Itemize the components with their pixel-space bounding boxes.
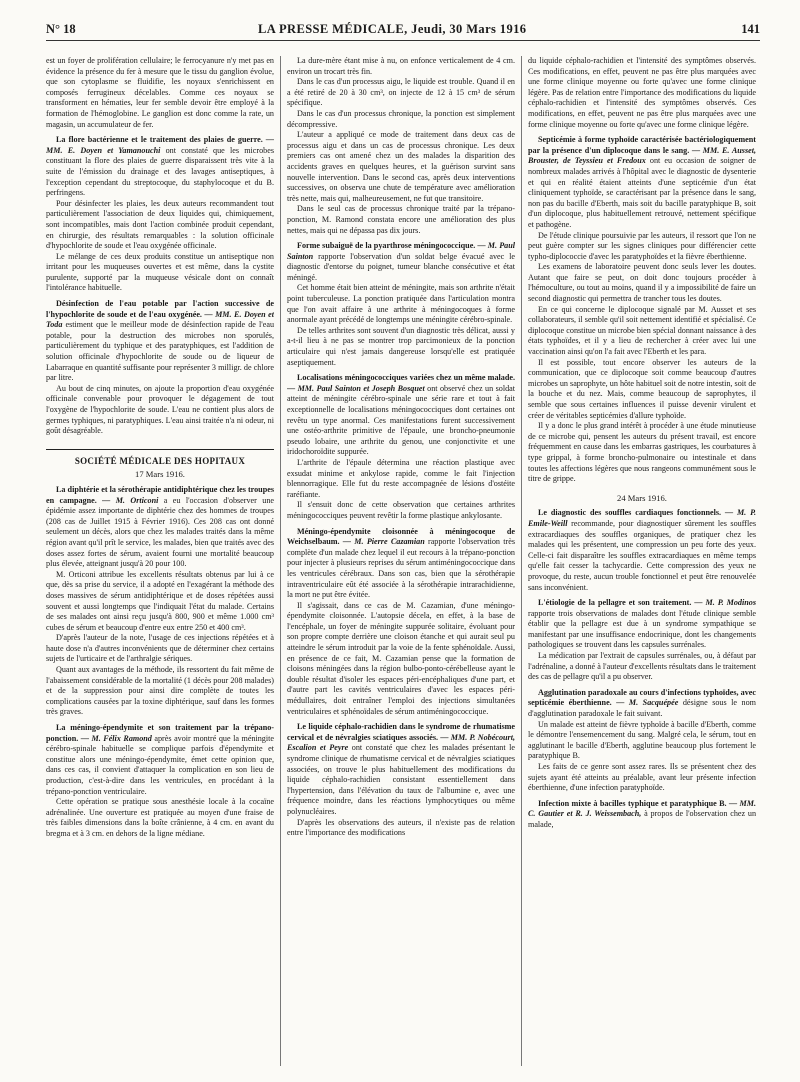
paragraph: De l'étude clinique poursuivie par les auteurs, il ressort que l'on ne peut guère compter sur les signes cliniques pour différencier cette typho-diplococcie d'avec les paratyphoïdes et la fièvre éberthienne. [528, 230, 756, 261]
article-authors: — M. Paul Sainton [287, 241, 515, 261]
paragraph: La médication par l'extrait de capsules surrénales, ou, à défaut par l'adrénaline, a donné à l'auteur d'excellents résultats dans le traitement des cas de pellagre qu'il a pu observer. [528, 651, 756, 682]
article-text: ont observé chez un soldat atteint de méningite cérébro-spinale une série rare et tout à fait exceptionnelle de localisations méningococciques dont certaines ont revêtu un type anormal. Ces manifestations furent successivement une ostéo-arthrite primitive de l'épaule, une broncho-pneumonie pseudo lobaire, une arthrite du genou, une conjonctivite et une iridochoroïdite suppurée. [287, 383, 515, 457]
article-authors: — MM. C. Gautier et R. J. Weissembach, [528, 798, 756, 819]
article-text: recommande, pour diagnostiquer sûrement les souffles extracardiaques des souffles organiques, de pratiquer chez les malades qui les présentent, une compression un peu forte des yeux. Celle-ci fait disparaître les souffles extracardiaques en même temps qu'elle fait cesser la tachycardie. Cette compression des yeux ne provoque, du reste, aucun trouble fonctionnel et peut être renouvelée sans inconvénient. [528, 518, 756, 592]
article-authors: — M. Orticoni [102, 495, 159, 505]
paragraph: Cette opération se pratique sous anesthésie locale à la cocaïne adrénalinée. Une ouverture est pratiquée au moyen d'une fraise de très faibles dimensions dans la boîte crânienne, à 4 cm. en avant du bregma et à 3 cm. en dehors de la ligne médiane. [46, 797, 274, 838]
article-title: Le liquide céphalo-rachidien dans le syndrome de rhumatisme cervical et de névralgies sciatiques associés. [287, 722, 515, 742]
session-date: 24 Mars 1916. [617, 492, 667, 503]
paragraph: La dure-mère étant mise à nu, on enfonce verticalement de 4 cm. environ un trocart très fin. [287, 56, 515, 76]
article-text: rapporte l'observation très complète d'un malade chez lequel il eut recours à la trépano-ponction pour injecter à plusieurs reprises du sérum antiméningococcique dans les ventricules cérébraux. Dans son cas, bien que la sérothérapie intraventriculaire eût été associée à la sérothérapie intrarachidienne, la mort ne put être évitée. [287, 537, 515, 600]
article-title: Méningo-épendymite cloisonnée à méningocoque de Weichselbaum. [287, 526, 515, 547]
article-authors: — M. P. Emile-Weill [528, 508, 756, 528]
article-text: a eu l'occasion d'observer une épidémie assez importante de diphtérie chez des hommes de troupes (208 cas de Juillet 1915 à Février 1916). Ces 208 cas ont donné seulement un décès, alors que chez les malades traités dans la même région avant qu'il prît le service, les malades, bien que traités avec des doses assez fortes de sérum, avaient fourni une mortalité beaucoup plus élevée, atteignant jusqu'à 20 pour 100. [46, 495, 274, 569]
article-text: après avoir montré que la méningite cérébro-spinale habituelle se complique parfois d'épendymite et constitue alors une méningo-épendymite, émet cette opinion que, dans ces cas, il convient d'attaquer la complication en son lieu de production, c'est-à-dire dans les ventricules, en procédant à la trépano-ponction ventriculaire. [46, 733, 274, 796]
article-flore-bacterienne [46, 135, 274, 199]
article-title: Localisations méningococciques variées chez un même malade. [297, 373, 515, 383]
column-rule-right [521, 56, 522, 1066]
article-title: Agglutination paradoxale au cours d'infections typhoïdes, avec septicémie éberthienne. [528, 687, 756, 708]
article-authors: — MM. P. Nobécourt, Escalion et Peyre [287, 732, 515, 753]
article-authors: — MM. E. Doyen et Yamanouchi [46, 135, 274, 155]
article-text: ont constaté que chez les malades présentant le syndrome clinique de rhumatisme cervical et de névralgies sciatiques associées, on trouve le plus habituellement des modifications du liquide céphalo-rachidien consistant essentiellement dans l'hypertension, dans l'élévation du taux de l'albumine e, avec une fréquence moindre, dans les réactions lymphocytiques ou même polynucléaires. [287, 743, 515, 816]
article-authors: — MM. Paul Sainton et Joseph Bosquet [287, 383, 425, 393]
session-date: 17 Mars 1916. [135, 469, 185, 480]
article-title: Forme subaiguë de la pyarthrose méningococcique. [297, 241, 476, 251]
paragraph: Dans le cas d'un processus aigu, le liquide est trouble. Quand il en a été retiré de 20 à 30 cm³, on injecte de 12 à 15 cm³ de sérum spécifique. [287, 77, 515, 108]
paragraph: De telles arthrites sont souvent d'un diagnostic très délicat, aussi y a-t-il lieu à ne pas se montrer trop parcimonieux de la ponction articulaire qui n'est jamais dangereuse lorsqu'elle est pratiquée aseptiquement. [287, 325, 515, 367]
article-souffles [528, 508, 756, 593]
article-title: Septicémie à forme typhoïde caractérisée bactériologiquement par la présence d'un diplocoque dans le sang. [528, 135, 756, 155]
paragraph: Dans le seul cas de processus chronique traité par la trépano-ponction, M. Ramond constata encore une amélioration des plus nettes, mais qui ne dépassa pas dix jours. [287, 204, 515, 235]
article-title: La méningo-épendymite et son traitement par la trépano-ponction. [46, 723, 274, 743]
article-pyarthrose [287, 241, 515, 283]
paragraph: L'arthrite de l'épaule détermina une réaction plastique avec exsudat minime et ankylose rapide, comme le fait l'injection blennorragique. Elle fut du reste accompagnée de lésions d'ostéite raréfiante. [287, 457, 515, 499]
article-authors: — M. Pierre Cazamian [342, 537, 425, 547]
article-text: à propos de l'observation chez un malade, [528, 809, 756, 829]
article-authors: — M. Sacquépée [616, 698, 679, 708]
paragraph: Il s'ensuit donc de cette observation que certaines arthrites méningococciques peuvent revêtir la forme plastique ankylosante. [287, 500, 515, 520]
article-authors: — MM. E. Ausset, Brouster, de Teyssieu et Fredoux [528, 145, 756, 166]
article-text: désigne sous le nom d'agglutination paradoxale le fait suivant. [528, 698, 756, 719]
paragraph: M. Orticoni attribue les excellents résultats obtenus par lui à ce que, dès sa prise du service, il a adopté en l'exagérant la méthode des doses massives de sérum antidiphtérique et de doses répétées aussi souvent et aussi longtemps que l'indiquait l'état du malade. Certains de ses malades ont ainsi reçu jusqu'à 800, 900 et même 1.000 cm³ cubes de sérum et beaucoup d'entre eux entre 250 et 400 cm³. [46, 569, 274, 632]
paragraph: L'auteur a appliqué ce mode de traitement dans deux cas de processus aigu et dans un cas de processus chronique. Les deux premiers cas ont amené chez un des malades la disparition des accidents graves en quelques heures, et la guérison survint sans nouvelle intervention. Dans le second cas, après deux interventions successives, on observa une chute de température avec amélioration très nette, mais qui, malheureusement, ne fut que transitoire. [287, 130, 515, 203]
column-1 [46, 56, 274, 1072]
paragraph: Au bout de cinq minutes, on ajoute la proportion d'eau oxygénée officinale convenable pour provoquer le dégagement de tout l'oxygène de l'hypochlorite de soude. L'eau ne contient plus alors de germes typhiques, ni paratyphiques. L'eau ainsi traitée n'a ni odeur, ni goût désagréable. [46, 383, 274, 436]
paragraph: En ce qui concerne le diplocoque signalé par M. Ausset et ses collaborateurs, il semble qu'il soit nettement identifié et spécialisé. Ce diplocoque constitue un microbe bien spécial donnant naissance à des états typhoïdes, et il y a lieu de rechercher à créer avec lui une vaccination ainsi qu'on l'a fait avec l'Eberth et les para. [528, 304, 756, 357]
article-title: L'étiologie de la pellagre et son traitement. [538, 598, 692, 608]
column-3 [528, 56, 756, 1072]
article-title: Le diagnostic des souffles cardiaques fonctionnels. [538, 508, 722, 518]
column-2 [287, 56, 515, 1072]
article-authors: — MM. E. Doyen et Toda [46, 309, 274, 330]
article-title: Désinfection de l'eau potable par l'action successive de l'hypochlorite de soude et de l'eau oxygénée. [46, 299, 274, 319]
journal-title: LA PRESSE MÉDICALE, Jeudi, 30 Mars 1916 [258, 22, 527, 36]
article-text: ont constaté que les microbes constituant la flore des plaies de guerre disparaissent très vite à la suite de l'émission du drainage et des lavages antiseptiques, à l'exception cependant du streptocoque, du staphylocoque et du B. perfringens. [46, 145, 274, 198]
article-agglutination [528, 688, 756, 720]
article-liquide-cephalo [287, 722, 515, 817]
article-cloisonnee [287, 527, 515, 601]
paragraph: Un malade est atteint de fièvre typhoïde à bacille d'Eberth, comme le démontre l'ensemencement du sang. Malgré cela, le sérum, tout en agglutinant le bacille d'Eberth, agglutine beaucoup plus fortement le paratyphique B. [528, 719, 756, 761]
paragraph: Les faits de ce genre sont assez rares. Ils se présentent chez des sujets ayant été atteints au préalable, avant leur présente infection éberthienne, d'une infection paratyphoïde. [528, 762, 756, 793]
issue-number: N° 18 [46, 22, 76, 36]
paragraph: Les examens de laboratoire peuvent donc seuls lever les doutes. Autant que faire se peut, on doit donc toujours procéder à l'hémoculture, ou tout au moins, quand il y a impossibilité de faire un second diagnostic qui permettra de trancher tous les doutes. [528, 262, 756, 304]
paragraph: Dans le cas d'un processus chronique, la ponction est simplement décompressive. [287, 108, 515, 129]
column-rule-left [280, 56, 281, 1066]
article-pellagre [528, 598, 756, 651]
article-diphterie [46, 485, 274, 570]
paragraph: Le mélange de ces deux produits constitue un antiseptique non irritant pour les muqueuses ouvertes et est même, dans la cystite purulente, supporté par la muqueuse vésicale dont on connaît l'intolérance habituelle. [46, 251, 274, 293]
paragraph: du liquide céphalo-rachidien et l'intensité des symptômes observés. Ces modifications, en effet, peuvent ne pas être plus marquées avec une forme clinique moyenne ou forte qu'avec une forme clinique légère. Pas de relation entre l'importance des modifications du liquide céphalo-rachidien et l'intensité des symptômes observés. Ces modifications, en effet, peuvent ne pas être plus marquées avec une forme clinique moyenne ou forte qu'avec une forme clinique légère. [528, 56, 756, 129]
section-heading: SOCIÉTÉ MÉDICALE DES HOPITAUX [46, 449, 274, 467]
article-text: ont eu occasion de soigner de nombreux malades arrivés à l'hôpital avec le diagnostic de dysenterie et qui en réalité étaient atteints d'une septicémie d'un état cliniquement typhoïde, se caractérisant par la présence dans le sang, non pas du bacille d'Eberth, mais soit du bacille paratyphique B, soit d'un diplocoque, plus habituellement retrouvé, nettement spécifique et pathogène. [528, 156, 756, 229]
article-meningo-ependymite [46, 723, 274, 797]
paragraph: Quant aux avantages de la méthode, ils ressortent du fait même de l'abaissement considérable de la mortalité (1 décès pour 208 malades) et de la suppression pour ainsi dire complète de toutes les complications causées par la toxine diphtérique, sauf dans les formes très graves. [46, 665, 274, 717]
paragraph: Il y a donc le plus grand intérêt à procéder à une étude minutieuse de ce microbe qui, pensent les auteurs du présent travail, est encore fréquemment en cause dans les embarras gastriques, les courbatures à type grippal, à forme broncho-pulmonaire ou intestinale et dans toutes les affections légères que nous rangeons communément sous le titre de grippe. [528, 421, 756, 484]
article-title: Infection mixte à bacilles typhique et paratyphique B. [538, 798, 727, 808]
article-text: rapporte l'observation d'un soldat belge évacué avec le diagnostic d'entorse du poignet, tumeur blanche consécutive et état méningé. [287, 251, 515, 282]
page-number: 141 [741, 22, 760, 36]
article-text: rapporte trois observations de malades dont l'étude clinique semble établir que la pellagre est due à un syndrome sympathique se manifestant par une insuffisance endocrinique, dont les changements pathologiques se trouvent dans les capsules surrénales. [528, 608, 756, 650]
paragraph: D'après l'auteur de la note, l'usage de ces injections répétées et à haute dose n'a d'autres inconvénients que de déterminer chez certains sujets de l'urticaire et de l'arthralgie sériques. [46, 633, 274, 664]
paragraph: D'après les observations des auteurs, il n'existe pas de relation entre l'importance des modifications [287, 817, 515, 838]
article-authors: — M. P. Modinos [694, 598, 756, 608]
article-title: La diphtérie et la sérothérapie antidiphtérique chez les troupes en campagne. [46, 484, 274, 505]
paragraph: Cet homme était bien atteint de méningite, mais son arthrite n'était point tuberculeuse. La ponction pratiquée dans l'articulation montra que l'on avait affaire à une arthrite à méningocoques à forme anormale ayant précédé de longtemps une méningite cérébro-spinale. [287, 283, 515, 325]
paragraph: est un foyer de prolifération cellulaire; le ferrocyanure n'y met pas en évidence la présence du fer à mesure que le tissu du ganglion évolue, que son cytoplasme se fluidifie, les noyaux s'enrichissent en composés ferrugineux décelables. Comme ces noyaux se transforment en hématies, leur fer semble devoir être employé à la formation de l'hémoglobine. Le ganglion est donc comme la rate, un magasin, un accumulateur de fer. [46, 56, 274, 129]
paragraph: Pour désinfecter les plaies, les deux auteurs recommandent tout particulièrement l'association de deux liquides qui, chimiquement, sont incompatibles, mais dont l'action combinée produit cependant, en chirurgie, des résultats remarquables : la solution officinale d'hypochlorite de soude et l'eau oxygénée officinale. [46, 198, 274, 251]
page-header [46, 18, 760, 41]
paragraph: Il est possible, tout encore observer les auteurs de la communication, que ce diplocoque soit comme beaucoup d'autres microbes un saprophyte, un hôte habituel soit de notre intestin, soit de la bouche et du nez. Mais, comme beaucoup de saprophytes, il semble que sous certaines influences il puisse devenir virulent et créer de véritables septicémies d'allure typhoïde. [528, 357, 756, 420]
article-desinfection-eau [46, 299, 274, 384]
article-text: estiment que le meilleur mode de désinfection rapide de l'eau potable, pour la destruction des microbes non sporulés, particulièrement du typhique et des paratyphiques, est l'addition de solution officinale d'hypochlorite de soude ou de liqueur de Labarraque en quantité suffisante pour représenter 3 milligr. de chlore par litre. [46, 320, 274, 383]
article-title: La flore bactérienne et le traitement des plaies de guerre. [56, 135, 263, 145]
article-authors: — M. Félix Ramond [80, 733, 152, 743]
article-infection-mixte [528, 799, 756, 831]
article-localisations [287, 373, 515, 458]
article-septicemie [528, 135, 756, 230]
paragraph: Il s'agissait, dans ce cas de M. Cazamian, d'une méningo-épendymite cloisonnée. L'autopsie décela, en effet, à la base de l'encéphale, un foyer de méningite suppurée solitaire, évoluant pour son propre compte derrière une cloison étanche et qui aurait seul pu atteindre le sérum introduit par la voie de la fente sphénoïdale. Aussi, en présence de ce fait, M. Cazamian pense que la formation de cloisons méningées dans la région bulbo-ponto-cérébelleuse ayant le double résultat d'isoler les espaces péri-encéphaliques d'une part, et d'autre part les cavités ventriculaires d'avec les espaces péri-médullaires, doit entraîner l'emploi des injections simultanées ventriculaires et sphénoïdales de sérum antiméningococcique. [287, 600, 515, 716]
